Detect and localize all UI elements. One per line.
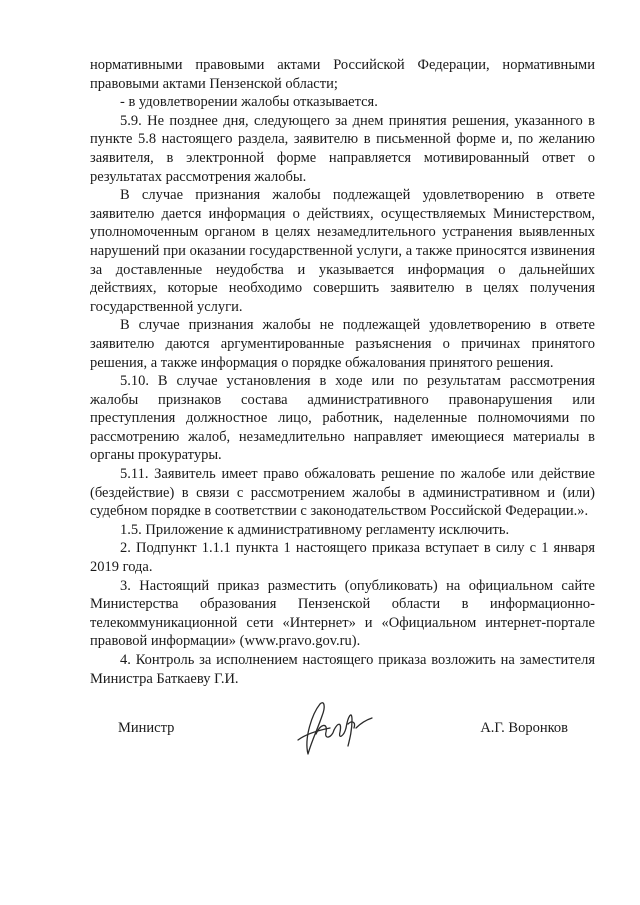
paragraph-satisfied-complaint: В случае признания жалобы подлежащей удовлетворению в ответе заявителю дается информация о действиях, осуществляемых Министерством, уполномоченным органом в целях незамедлительного устранения выявленных нарушений при оказании государственной услуги, а также приносятся извинения за доставленные неудобства и указывается информация о дальнейших действиях, которые необходимо совершить заявителю в целях получения государственной услуги. [90, 187, 595, 315]
paragraph-5-9: 5.9. Не позднее дня, следующего за днем принятия решения, указанного в пункте 5.8 настоящего раздела, заявителю в письменной форме и, по желанию заявителя, в электронной форме направляется мотивированный ответ о результатах рассмотрения жалобы. [90, 112, 595, 185]
paragraph-4: 4. Контроль за исполнением настоящего приказа возложить на заместителя Министра Баткаеву Г.И. [90, 652, 595, 687]
paragraph-unsatisfied-complaint: В случае признания жалобы не подлежащей удовлетворению в ответе заявителю даются аргументированные разъяснения о причинах принятого решения, а также информация о порядке обжалования принятого решения. [90, 317, 595, 371]
paragraph-5-10: 5.10. В случае установления в ходе или по результатам рассмотрения жалобы признаков состава административного правонарушения или преступления должностное лицо, работник, наделенные полномочиями по рассмотрению жалоб, незамедлительно направляет имеющиеся материалы в органы прокуратуры. [90, 373, 595, 464]
signer-name: А.Г. Воронков [480, 720, 568, 736]
paragraph-2: 2. Подпункт 1.1.1 пункта 1 настоящего приказа вступает в силу с 1 января 2019 года. [90, 540, 595, 576]
document-body [90, 56, 595, 688]
paragraph-refusal: - в удовлетворении жалобы отказывается. [120, 94, 378, 111]
paragraph-5-11: 5.11. Заявитель имеет право обжаловать решение по жалобе или действие (бездействие) в связи с рассмотрением жалобы в административном и (или) судебном порядке в соответствии с законодательством Российской Федерации.». [90, 466, 595, 520]
handwritten-signature-icon [286, 694, 376, 766]
paragraph-continuation: нормативными правовыми актами Российской Федерации, нормативными правовыми актами Пензенской области; [90, 57, 595, 92]
paragraph-1-5: 1.5. Приложение к административному регламенту исключить. [120, 521, 510, 538]
signer-title: Министр [118, 720, 175, 736]
signature-block [118, 716, 568, 776]
paragraph-3: 3. Настоящий приказ разместить (опубликовать) на официальном сайте Министерства образования Пензенской области в информационно-телекоммуникационной сети «Интернет» и «Официальном интернет-портале правовой информации» (www.pravo.gov.ru). [90, 577, 595, 650]
